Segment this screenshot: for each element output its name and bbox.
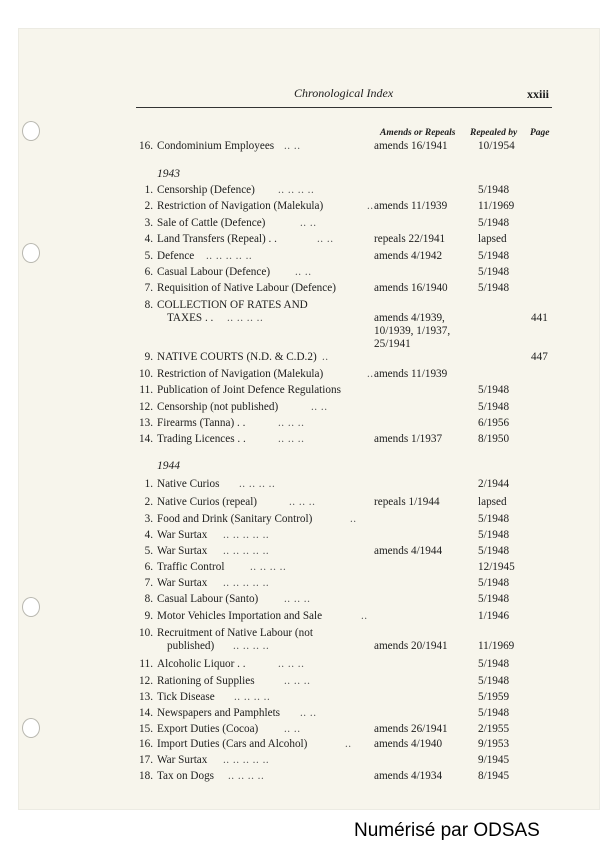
leader-dots: .. .. .. (278, 433, 305, 445)
column-header-amends: Amends or Repeals (380, 128, 456, 138)
repealed-by-value: 5/1959 (478, 691, 510, 703)
entry-number: 3. (144, 513, 153, 525)
table-row (0, 400, 610, 416)
repealed-by-value: 5/1948 (478, 217, 510, 229)
leader-dots: .. .. .. .. .. (206, 250, 253, 262)
table-row (0, 477, 610, 493)
amends-value: amends 20/1941 (374, 640, 448, 652)
leader-dots: .. .. (284, 140, 301, 152)
entry-title: Condominium Employees (157, 140, 275, 152)
leader-dots: .. .. .. .. (227, 312, 264, 324)
entry-number: 7. (144, 282, 153, 294)
entry-title: COLLECTION OF RATES AND (157, 299, 308, 311)
leader-dots: .. .. .. (289, 496, 316, 508)
leader-dots: .. (361, 610, 368, 622)
entry-title: Restriction of Navigation (Malekula) (157, 368, 324, 380)
entry-title: Rationing of Supplies (157, 675, 255, 687)
repealed-by-value: 5/1948 (478, 529, 510, 541)
amends-value: amends 11/1939 (374, 200, 448, 212)
entry-title: Native Curios (157, 478, 220, 490)
table-row (0, 416, 610, 432)
repealed-by-value: 5/1948 (478, 707, 510, 719)
table-row (0, 216, 610, 232)
leader-dots: .. .. .. .. (233, 640, 270, 652)
amends-value: amends 11/1939 (374, 368, 448, 380)
entry-title: Export Duties (Cocoa) (157, 723, 259, 735)
table-row (0, 528, 610, 544)
entry-title: Newspapers and Pamphlets (157, 707, 281, 719)
table-row (0, 183, 610, 199)
table-row (0, 232, 610, 248)
entry-number: 5. (144, 545, 153, 557)
entry-number: 11. (139, 658, 153, 670)
entry-number: 2. (144, 200, 153, 212)
table-row (0, 737, 610, 753)
table-row (0, 281, 610, 297)
repealed-by-value: 5/1948 (478, 658, 510, 670)
entry-number: 17. (139, 754, 153, 766)
repealed-by-value: 5/1948 (478, 266, 510, 278)
repealed-by-value: 8/1945 (478, 770, 510, 782)
entry-title: Censorship (not published) (157, 401, 279, 413)
column-header-page: Page (530, 128, 550, 138)
repealed-by-value: 5/1948 (478, 250, 510, 262)
entry-number: 15. (139, 723, 153, 735)
entry-number: 16. (139, 140, 153, 152)
table-row (0, 367, 610, 383)
amends-value: amends 4/1939, (374, 312, 445, 324)
entry-number: 6. (144, 266, 153, 278)
amends-value: amends 4/1944 (374, 545, 443, 557)
entry-number: 4. (144, 529, 153, 541)
entry-number: 9. (144, 610, 153, 622)
entry-title: Trading Licences . . (157, 433, 246, 445)
table-row (0, 544, 610, 560)
entry-title: Motor Vehicles Importation and Sale (157, 610, 323, 622)
entry-number: 6. (144, 561, 153, 573)
column-header-repealed: Repealed by (470, 128, 518, 138)
entry-number: 7. (144, 577, 153, 589)
running-header-title: Chronological Index (294, 86, 394, 100)
entry-title: Tax on Dogs (157, 770, 215, 782)
repealed-by-value: 10/1954 (478, 140, 515, 152)
page-ref: 441 (531, 312, 548, 324)
entry-title: Defence (157, 250, 195, 262)
entry-title: Publication of Joint Defence Regulations (157, 384, 341, 396)
table-row (0, 383, 610, 399)
entry-title: Food and Drink (Sanitary Control) (157, 513, 313, 525)
entry-number: 14. (139, 433, 153, 445)
leader-dots: .. .. (295, 266, 312, 278)
table-row (0, 753, 610, 769)
entry-title: Firearms (Tanna) . . (157, 417, 246, 429)
table-row (0, 609, 610, 625)
leader-dots: .. (367, 368, 374, 380)
entry-title: Casual Labour (Defence) (157, 266, 271, 278)
repealed-by-value: 2/1944 (478, 478, 510, 490)
leader-dots: .. .. (284, 723, 301, 735)
entry-number: 18. (139, 770, 153, 782)
leader-dots: .. .. .. .. (278, 184, 315, 196)
leader-dots: .. .. .. .. .. (223, 529, 270, 541)
table-row (0, 350, 610, 366)
entry-title: War Surtax (157, 545, 208, 557)
year-heading: 1943 (157, 168, 180, 180)
table-row (0, 657, 610, 673)
entry-title: Requisition of Native Labour (Defence) (157, 282, 336, 294)
entry-title: NATIVE COURTS (N.D. & C.D.2) (157, 351, 317, 363)
leader-dots: .. .. .. (278, 417, 305, 429)
year-heading: 1944 (157, 460, 180, 472)
leader-dots: .. (367, 200, 374, 212)
entry-number: 10. (139, 627, 153, 639)
entry-title: Import Duties (Cars and Alcohol) (157, 738, 308, 750)
entry-title: Tick Disease (157, 691, 215, 703)
header-rule (136, 107, 552, 108)
entry-title: Recruitment of Native Labour (not (157, 627, 313, 639)
digitization-watermark: Numérisé par ODSAS (354, 820, 540, 841)
leader-dots: .. .. .. .. .. (223, 577, 270, 589)
repealed-by-value: 5/1948 (478, 282, 510, 294)
leader-dots: .. .. (317, 233, 334, 245)
amends-value: repeals 22/1941 (374, 233, 446, 245)
entry-number: 9. (144, 351, 153, 363)
entry-title: War Surtax (157, 529, 208, 541)
repealed-by-value: 5/1948 (478, 384, 510, 396)
entry-title: War Surtax (157, 754, 208, 766)
binder-hole (22, 121, 40, 141)
table-row (0, 706, 610, 722)
amends-value: amends 26/1941 (374, 723, 448, 735)
repealed-by-value: 5/1948 (478, 401, 510, 413)
repealed-by-value: 2/1955 (478, 723, 510, 735)
repealed-by-value: 1/1946 (478, 610, 510, 622)
table-row (0, 432, 610, 448)
table-row (0, 139, 610, 155)
repealed-by-value: 11/1969 (478, 200, 515, 212)
entry-number: 1. (144, 478, 153, 490)
repealed-by-value: 5/1948 (478, 593, 510, 605)
entry-number: 14. (139, 707, 153, 719)
entry-title-continued: TAXES . . (167, 312, 214, 324)
leader-dots: .. .. (300, 217, 317, 229)
repealed-by-value: 9/1953 (478, 738, 510, 750)
entry-number: 1. (144, 184, 153, 196)
entry-title: Censorship (Defence) (157, 184, 255, 196)
leader-dots: .. (350, 513, 357, 525)
leader-dots: .. .. (300, 707, 317, 719)
leader-dots: .. .. .. (278, 658, 305, 670)
table-row (0, 199, 610, 215)
repealed-by-value: 5/1948 (478, 577, 510, 589)
amends-value: amends 1/1937 (374, 433, 443, 445)
repealed-by-value: 9/1945 (478, 754, 510, 766)
repealed-by-value: 12/1945 (478, 561, 515, 573)
entry-title-continued: published) (167, 640, 215, 652)
leader-dots: .. .. .. .. .. (223, 754, 270, 766)
amends-value: 25/1941 (374, 338, 411, 350)
repealed-by-value: 8/1950 (478, 433, 510, 445)
amends-value: 10/1939, 1/1937, (374, 325, 451, 337)
leader-dots: .. (345, 738, 352, 750)
entry-number: 11. (139, 384, 153, 396)
entry-number: 3. (144, 217, 153, 229)
table-row (0, 512, 610, 528)
entry-number: 13. (139, 691, 153, 703)
table-row (0, 674, 610, 690)
table-row (0, 626, 610, 652)
repealed-by-value: 11/1969 (478, 640, 515, 652)
leader-dots: .. .. .. .. .. (223, 545, 270, 557)
amends-value: amends 16/1940 (374, 282, 448, 294)
amends-value: amends 4/1942 (374, 250, 443, 262)
leader-dots: .. .. .. .. (239, 478, 276, 490)
table-row (0, 495, 610, 511)
repealed-by-value: lapsed (478, 233, 507, 245)
repealed-by-value: 5/1948 (478, 545, 510, 557)
table-row (0, 249, 610, 265)
repealed-by-value: 6/1956 (478, 417, 510, 429)
leader-dots: .. .. .. (284, 675, 311, 687)
leader-dots: .. .. .. .. (234, 691, 271, 703)
leader-dots: .. .. .. .. (250, 561, 287, 573)
entry-number: 12. (139, 401, 153, 413)
leader-dots: .. .. .. (284, 593, 311, 605)
entry-number: 8. (144, 299, 153, 311)
entry-number: 8. (144, 593, 153, 605)
entry-number: 12. (139, 675, 153, 687)
amends-value: amends 4/1934 (374, 770, 443, 782)
table-row (0, 560, 610, 576)
leader-dots: .. .. (311, 401, 328, 413)
entry-title: Restriction of Navigation (Malekula) (157, 200, 324, 212)
entry-title: Sale of Cattle (Defence) (157, 217, 266, 229)
entry-title: Land Transfers (Repeal) . . (157, 233, 277, 245)
table-row (0, 769, 610, 785)
repealed-by-value: lapsed (478, 496, 507, 508)
entry-title: Casual Labour (Santo) (157, 593, 259, 605)
entry-title: War Surtax (157, 577, 208, 589)
entry-number: 10. (139, 368, 153, 380)
table-row (0, 265, 610, 281)
table-row (0, 298, 610, 350)
entry-title: Native Curios (repeal) (157, 496, 258, 508)
entry-number: 5. (144, 250, 153, 262)
amends-value: amends 16/1941 (374, 140, 448, 152)
repealed-by-value: 5/1948 (478, 675, 510, 687)
amends-value: amends 4/1940 (374, 738, 443, 750)
table-row (0, 592, 610, 608)
repealed-by-value: 5/1948 (478, 184, 510, 196)
entry-number: 4. (144, 233, 153, 245)
page-number: xxiii (527, 87, 550, 101)
leader-dots: .. (322, 351, 329, 363)
repealed-by-value: 5/1948 (478, 513, 510, 525)
table-row (0, 576, 610, 592)
entry-title: Alcoholic Liquor . . (157, 658, 246, 670)
table-row (0, 690, 610, 706)
entry-number: 16. (139, 738, 153, 750)
entry-number: 13. (139, 417, 153, 429)
table-row (0, 722, 610, 738)
page-ref: 447 (531, 351, 548, 363)
entry-number: 2. (144, 496, 153, 508)
amends-value: repeals 1/1944 (374, 496, 440, 508)
entry-title: Traffic Control (157, 561, 225, 573)
leader-dots: .. .. .. .. (228, 770, 265, 782)
